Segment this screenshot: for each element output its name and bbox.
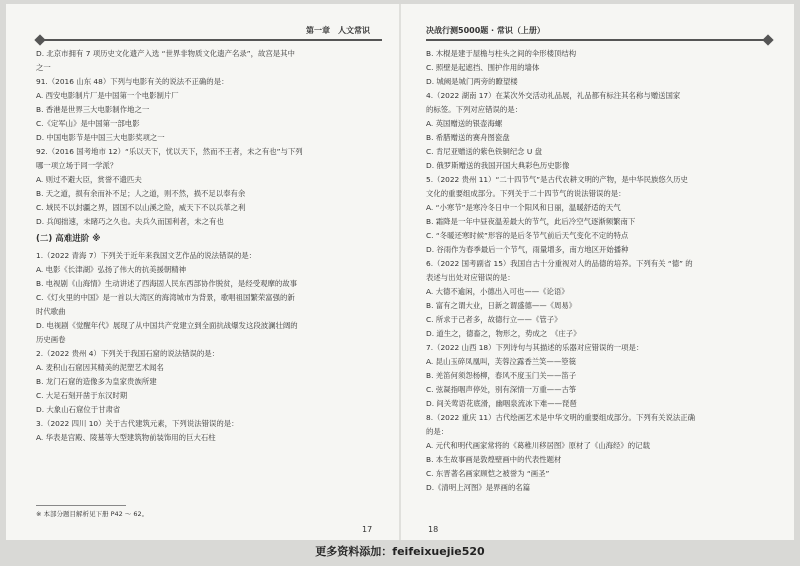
right-page [400,4,794,540]
right-page-text [426,47,772,495]
left-page-number: 17 [362,525,373,534]
book-title: 决战行测5000题 · 常识（上册） [426,26,545,35]
text-line: 92.（2016 国考地市 12）“乐以天下，忧以天下，然而不王者，未之有也”与下列 [36,147,303,156]
right-page-number: 18 [428,525,439,534]
text-line: D. 北京市拥有 7 项历史文化遗产入选 “世界非物质文化遗产名录”，故宫是其中 [36,49,295,58]
text-line: 3.（2022 四川 10）关于古代建筑元素，下列说法错误的是： [36,419,239,428]
text-line: 4.（2022 湖南 17）在某次外交活动礼品展，礼品都有标注其名称与赠送国家 [426,91,681,100]
text-line: C.《灯火里的中国》是一首以大湾区的海湾城市为背景，歌唱祖国繁荣富强的新 [36,293,295,302]
text-line: D. 间关莺语花底滑，幽咽泉流冰下难——琵琶 [426,399,577,408]
left-page-text [36,47,382,445]
section-heading: (二) 高难进阶 ※ [36,234,101,244]
text-line: D. 城阙是城门两旁的瞭望楼 [426,77,518,86]
text-line: B. 希腊赠送的赛舟图瓷盘 [426,133,510,142]
text-line: A. 英国赠送的银壶海螺 [426,119,503,128]
text-line: 8.（2022 重庆 11）古代绘画艺术是中华文明的重要组成部分。下列有关说法正确 [426,413,696,422]
text-line: C. 大足石刻开凿于东汉时期 [36,391,128,400]
text-line: A. 昆山玉碎凤凰叫，芙蓉泣露香兰笑——箜篌 [426,357,577,366]
text-line: 历史画卷 [36,335,66,344]
text-line: 2.（2022 贵州 4）下列关于我国石窟的说法错误的是： [36,349,220,358]
text-line: B. 香港是世界三大电影制作地之一 [36,105,150,114]
text-line: A. 西安电影制片厂是中国第一个电影制片厂 [36,91,179,100]
text-line: D. 俄罗斯赠送的我国开国大典彩色历史影像 [426,161,570,170]
text-line: B. 霜降是一年中昼夜温差最大的节气，此后冷空气逐渐频繁南下 [426,217,636,226]
text-line: D. 道生之，德畜之，物形之，势成之 《庄子》 [426,329,581,338]
text-line: D.《清明上河图》是界画的名篇 [426,483,531,492]
left-page [6,4,400,540]
text-line: C. 弦凝指咽声停处，别有深情一万重——古筝 [426,385,577,394]
text-line: D. 中国电影节是中国三大电影奖项之一 [36,133,165,142]
text-line: 时代歌曲 [36,307,66,316]
text-line: B. 羌笛何须怨杨柳，春风不度玉门关——笛子 [426,371,577,380]
text-line: B. 本生故事画是敦煌壁画中的代表性题材 [426,455,562,464]
text-line: B. 电视剧《山海情》生动讲述了西海固人民东西部协作脱贫，是经受观摩的故事 [36,279,298,288]
text-line: C. 照壁是起遮挡、围护作用的墙体 [426,63,540,72]
text-line: D. 兵闻拙速，未睹巧之久也。夫兵久而国利者，未之有也 [36,217,224,226]
text-line: A. 元代和明代画家常将的《葛稚川移居图》原材了《山海经》的记载 [426,441,650,450]
text-line: D. 电视剧《觉醒年代》展现了从中国共产党建立到全面抗战爆发这段波澜壮阔的 [36,321,298,330]
book-spread [6,4,794,540]
text-line: D. 大象山石窟位于甘肃省 [36,405,121,414]
text-line: 表述与出处对应错误的是： [426,273,515,282]
text-line: A. “小寒节”是寒冷冬日中一个阳风和日丽，温暖舒适的天气 [426,203,621,212]
text-line: C.《定军山》是中国第一部电影 [36,119,140,128]
text-line: 哪一项立场于同一学派？ [36,161,118,170]
header-diamond-ornament [762,34,773,45]
text-line: A. 华表是宫殿、陵墓等大型建筑物前装饰用的巨大石柱 [36,433,216,442]
text-line: 1.（2022 青海 7）下列关于近年来我国文艺作品的说法错误的是： [36,251,257,260]
text-line: 7.（2022 山西 18）下列诗句与其描述的乐器对应错误的一项是： [426,343,644,352]
text-line: C. 域民不以封疆之界，固国不以山溪之险，威天下不以兵革之利 [36,203,246,212]
text-line: B. 富有之谓大业，日新之谓盛德——《周易》 [426,301,577,310]
text-line: 文化的重要组成部分。下列关于二十四节气的说法错误的是： [426,189,626,198]
text-line: A. 麦积山石窟因其精美的泥塑艺术闻名 [36,363,164,372]
chapter-title: 第一章 人文常识 [306,26,370,35]
text-line: A. 则过不避大臣，赏誉不遗匹夫 [36,175,142,184]
text-line: C. 肯尼亚赠送的紫色铁铜纪念 U 盘 [426,147,543,156]
text-line: 91.（2016 山东 48）下列与电影有关的说法不正确的是： [36,77,229,86]
text-line: C. 东晋著名画家顾恺之被誉为 “画圣” [426,469,550,478]
text-line: C. 所求于己者多，故德行立——《管子》 [426,315,562,324]
text-line: B. 龙门石窟的造像多为皇家贵族所建 [36,377,157,386]
text-line: A. 电影《长津湖》弘扬了伟大的抗美援朝精神 [36,265,187,274]
text-line: 的标签。下列对应错误的是： [426,105,523,114]
text-line: D. 谷雨作为春季最后一个节气，雨量增多，南方地区开始播种 [426,245,629,254]
header-diamond-ornament [34,34,45,45]
text-line: 之一 [36,63,51,72]
left-running-head [36,14,382,41]
text-line: 的是： [426,427,449,436]
text-line: B. 天之道，损有余而补不足；人之道，则不然，损不足以奉有余 [36,189,246,198]
text-line: B. 木棍是建于屋檐与柱头之间的伞形楼顶结构 [426,49,577,58]
text-line: C. “冬暖还寒时候”形容的是后冬节气前后天气变化不定的特点 [426,231,629,240]
right-running-head [426,14,772,41]
text-line: A. 大德不逾闲，小德出入可也——《论语》 [426,287,569,296]
footnote: ※ 本部分题目解析见下册 P42 ～ 62。 [36,505,126,518]
resource-contact-note: 更多资料添加：feifeixuejie520 [315,545,485,558]
text-line: 5.（2022 贵州 11）“二十四节气”是古代农耕文明的产物，是中华民族悠久历史 [426,175,688,184]
text-line: 6.（2022 国考副省 15）我国自古十分重视对人的品德的培养。下列有关 “德” 的 [426,259,693,268]
